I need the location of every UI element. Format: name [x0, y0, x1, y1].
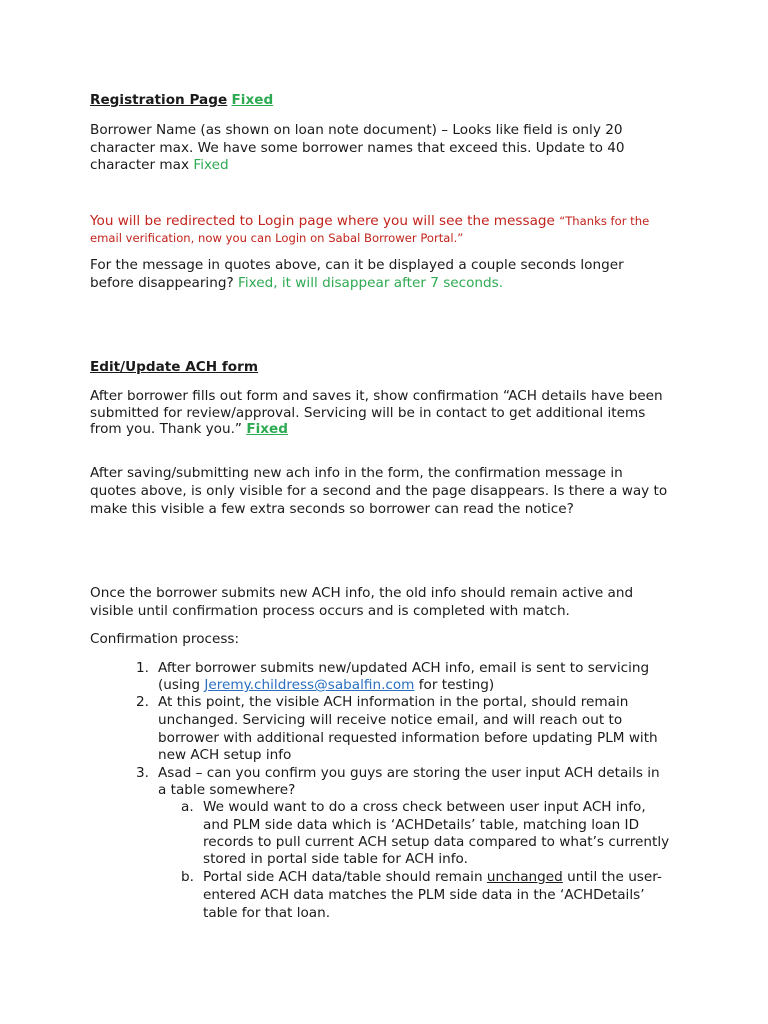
sub-item-b-post: until the user-	[567, 869, 662, 885]
registration-heading-line	[90, 92, 273, 109]
message-line-1: For the message in quotes above, can it be displayed a couple seconds longer	[90, 257, 624, 273]
sub-item-b-pre: Portal side ACH data/table should remain	[203, 869, 483, 885]
list-item-2-line-2: unchanged. Servicing will receive notice email, and will reach out to	[158, 712, 623, 728]
list-item-1-marker: 1.	[136, 660, 149, 676]
borrower-name-line-2: character max. We have some borrower names that exceed this. Update to 40	[90, 139, 625, 156]
redirect-main: You will be redirected to Login page where you will see the message	[90, 213, 555, 229]
message-line-2-text: before disappearing?	[90, 274, 234, 291]
borrower-name-line-3	[90, 157, 229, 174]
list-item-1-line-1: After borrower submits new/updated ACH info, email is sent to servicing	[158, 660, 650, 676]
ach-once-line-1: Once the borrower submits new ACH info, the old info should remain active and	[90, 585, 634, 601]
ach-confirm-status: Fixed	[246, 421, 288, 437]
ach-saving-line-2: quotes above, is only visible for a second and the page disappears. Is there a way to	[90, 483, 668, 499]
sub-item-a-line-4: stored in portal side table for ACH info.	[203, 851, 468, 867]
ach-saving-line-3: make this visible a few extra seconds so borrower can read the notice?	[90, 501, 574, 517]
list-item-2-line-4: new ACH setup info	[158, 747, 292, 763]
sub-item-b-line-1	[203, 869, 662, 886]
message-line-2	[90, 275, 503, 292]
sub-item-a-line-3: records to pull current ACH setup data compared to what’s currently	[203, 834, 670, 850]
list-item-2-line-3: borrower with additional requested information before updating PLM with	[158, 730, 658, 746]
registration-heading-status: Fixed	[231, 92, 274, 108]
registration-heading: Registration Page	[90, 92, 228, 108]
sub-item-b-underlined: unchanged	[486, 869, 563, 885]
confirmation-process-label: Confirmation process:	[90, 631, 240, 647]
servicing-email-link[interactable]: Jeremy.childress@sabalfin.com	[204, 677, 415, 693]
sub-item-a-line-1: We would want to do a cross check between user input ACH info,	[203, 799, 646, 815]
list-item-3-line-2: a table somewhere?	[158, 782, 296, 798]
sub-item-b-line-2: entered ACH data matches the PLM side data in the ‘ACHDetails’	[203, 887, 645, 903]
ach-once-line-2: visible until confirmation process occurs and is completed with match.	[90, 603, 570, 619]
sub-item-a-marker: a.	[181, 799, 194, 815]
redirect-line-1	[90, 213, 649, 230]
ach-saving-line-1: After saving/submitting new ach info in the form, the confirmation message in	[90, 465, 623, 481]
sub-item-b-line-3: table for that loan.	[203, 905, 331, 921]
list-item-1-post: for testing)	[418, 677, 495, 693]
ach-heading: Edit/Update ACH form	[90, 359, 258, 375]
ach-confirm-line-2: submitted for review/approval. Servicing will be in contact to get additional items	[90, 405, 646, 421]
borrower-name-line-1: Borrower Name (as shown on loan note document) – Looks like field is only 20	[90, 122, 623, 138]
sub-item-b-marker: b.	[181, 869, 194, 885]
list-item-3-marker: 3.	[136, 765, 149, 781]
sub-item-a-line-2: and PLM side data which is ‘ACHDetails’ table, matching loan ID	[203, 817, 640, 833]
list-item-1-pre: (using	[158, 677, 201, 693]
redirect-quote-line-1: “Thanks for the	[559, 214, 650, 228]
message-status: Fixed, it will disappear after 7 seconds.	[238, 274, 504, 291]
list-item-2-line-1: At this point, the visible ACH information in the portal, should remain	[158, 694, 629, 710]
list-item-3-line-1: Asad – can you confirm you guys are storing the user input ACH details in	[158, 765, 660, 781]
list-item-2-marker: 2.	[136, 694, 149, 710]
ach-confirm-line-3-text: from you. Thank you.”	[90, 421, 242, 437]
borrower-name-line-3-text: character max	[90, 157, 190, 173]
borrower-name-status: Fixed	[193, 157, 229, 173]
redirect-quote-line-2: email verification, now you can Login on Sabal Borrower Portal.”	[90, 231, 464, 245]
ach-confirm-line-3	[90, 421, 288, 438]
list-item-1-line-2	[158, 677, 494, 694]
ach-confirm-line-1: After borrower fills out form and saves it, show confirmation “ACH details have been	[90, 388, 663, 404]
